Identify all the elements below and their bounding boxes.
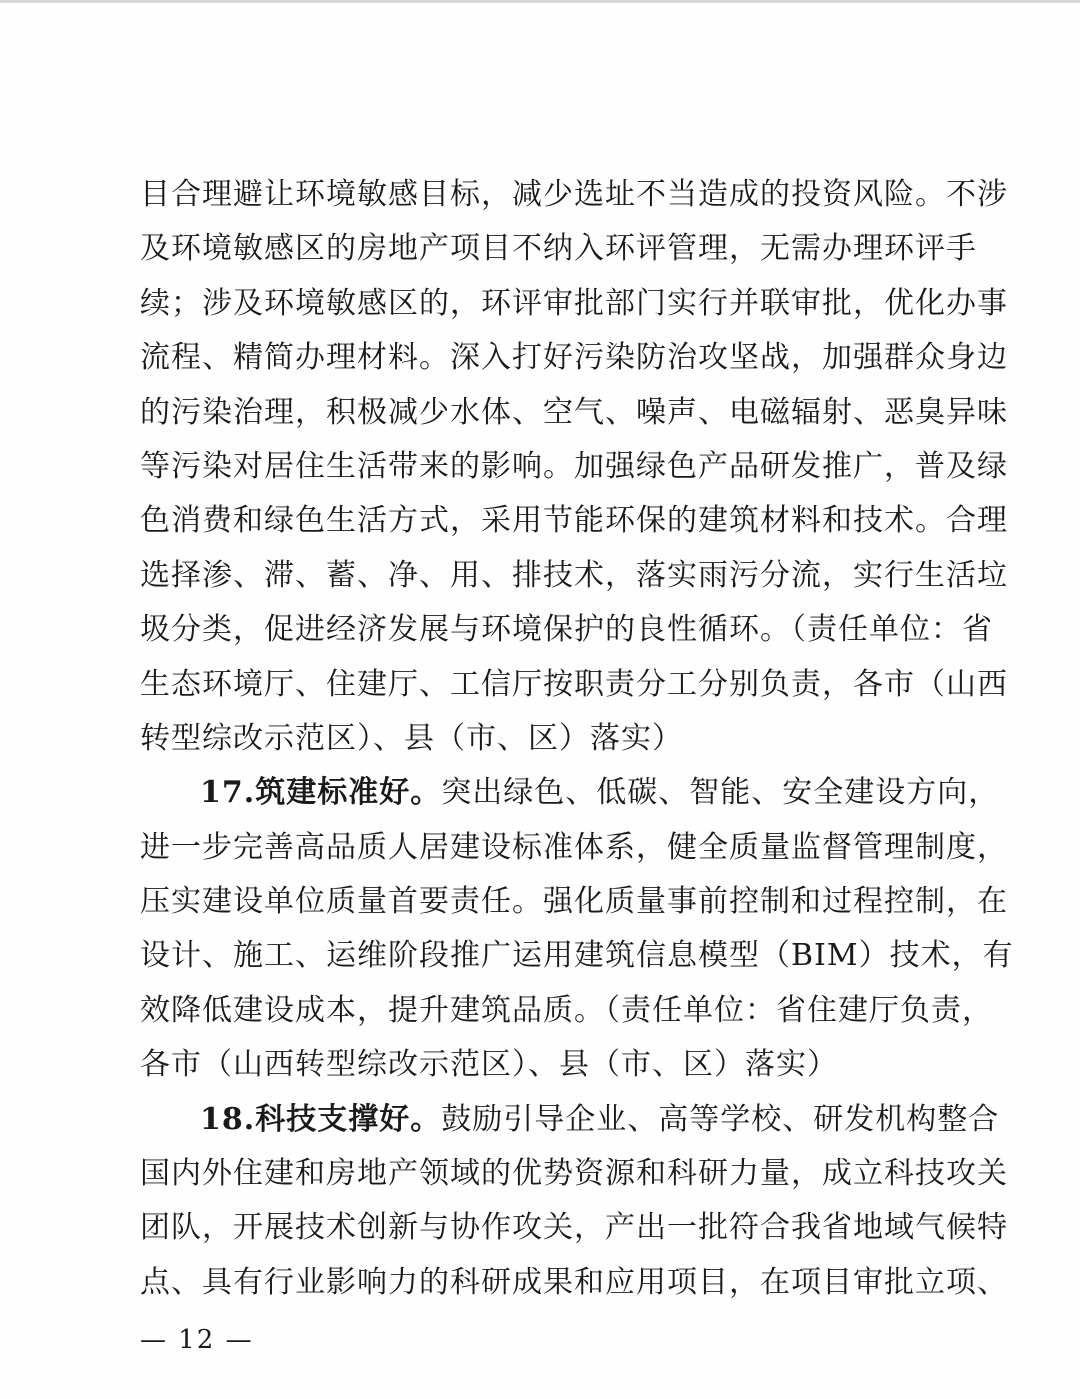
section-18-first-line [140, 1093, 1000, 1147]
text-line: 及环境敏感区的房地产项目不纳入环评管理，无需办理环评手 [140, 231, 977, 267]
text-line: 压实建设单位质量首要责任。强化质量事前控制和过程控制，在 [140, 884, 1008, 920]
text-line: 色消费和绿色生活方式，采用节能环保的建筑材料和技术。合理 [140, 503, 1008, 539]
text-line: 转型综改示范区）、县（市、区）落实） [140, 720, 683, 756]
text-line: 国内外住建和房地产领域的优势资源和科研力量，成立科技攻关 [140, 1156, 1008, 1192]
text-line: 目合理避让环境敏感目标，减少选址不当造成的投资风险。不涉 [140, 177, 1008, 212]
section-17-first-line [140, 766, 1000, 820]
section-17-lead-text: 突出绿色、低碳、智能、安全建设方向， [441, 775, 1000, 811]
body-text [140, 168, 1014, 1310]
text-line: 圾分类，促进经济发展与环境保护的良性循环。（责任单位：省 [140, 612, 993, 648]
section-18-heading: 18.科技支撑好。 [200, 1101, 442, 1137]
text-line: 选择渗、滞、蓄、净、用、排技术，落实雨污分流，实行生活垃 [140, 557, 1008, 593]
text-line: 团队，开展技术创新与协作攻关，产出一批符合我省地域气候特 [140, 1210, 1008, 1246]
text-line: 续；涉及环境敏感区的，环评审批部门实行并联审批，优化办事 [140, 285, 1008, 321]
text-line: 设计、施工、运维阶段推广运用建筑信息模型（BIM）技术，有 [140, 938, 1014, 974]
page-top-edge [0, 0, 1080, 3]
text-line: 效降低建设成本，提升建筑品质。（责任单位：省住建厅负责， [140, 992, 993, 1028]
page-number: — 12 — [140, 1325, 254, 1355]
text-line: 点、具有行业影响力的科研成果和应用项目，在项目审批立项、 [140, 1264, 1008, 1300]
text-line: 各市（山西转型综改示范区）、县（市、区）落实） [140, 1047, 838, 1083]
text-line: 进一步完善高品质人居建设标准体系，健全质量监督管理制度， [140, 829, 1008, 865]
text-line: 的污染治理，积极减少水体、空气、噪声、电磁辐射、恶臭异味 [140, 394, 1008, 430]
section-17-heading: 17.筑建标准好。 [200, 775, 442, 811]
section-18-lead-text: 鼓励引导企业、高等学校、研发机构整合 [441, 1101, 1000, 1137]
text-line: 流程、精简办理材料。深入打好污染防治攻坚战，加强群众身边 [140, 340, 1008, 376]
text-line: 生态环境厅、住建厅、工信厅按职责分工分别负责，各市（山西 [140, 666, 1008, 702]
text-line: 等污染对居住生活带来的影响。加强绿色产品研发推广，普及绿 [140, 448, 1008, 484]
